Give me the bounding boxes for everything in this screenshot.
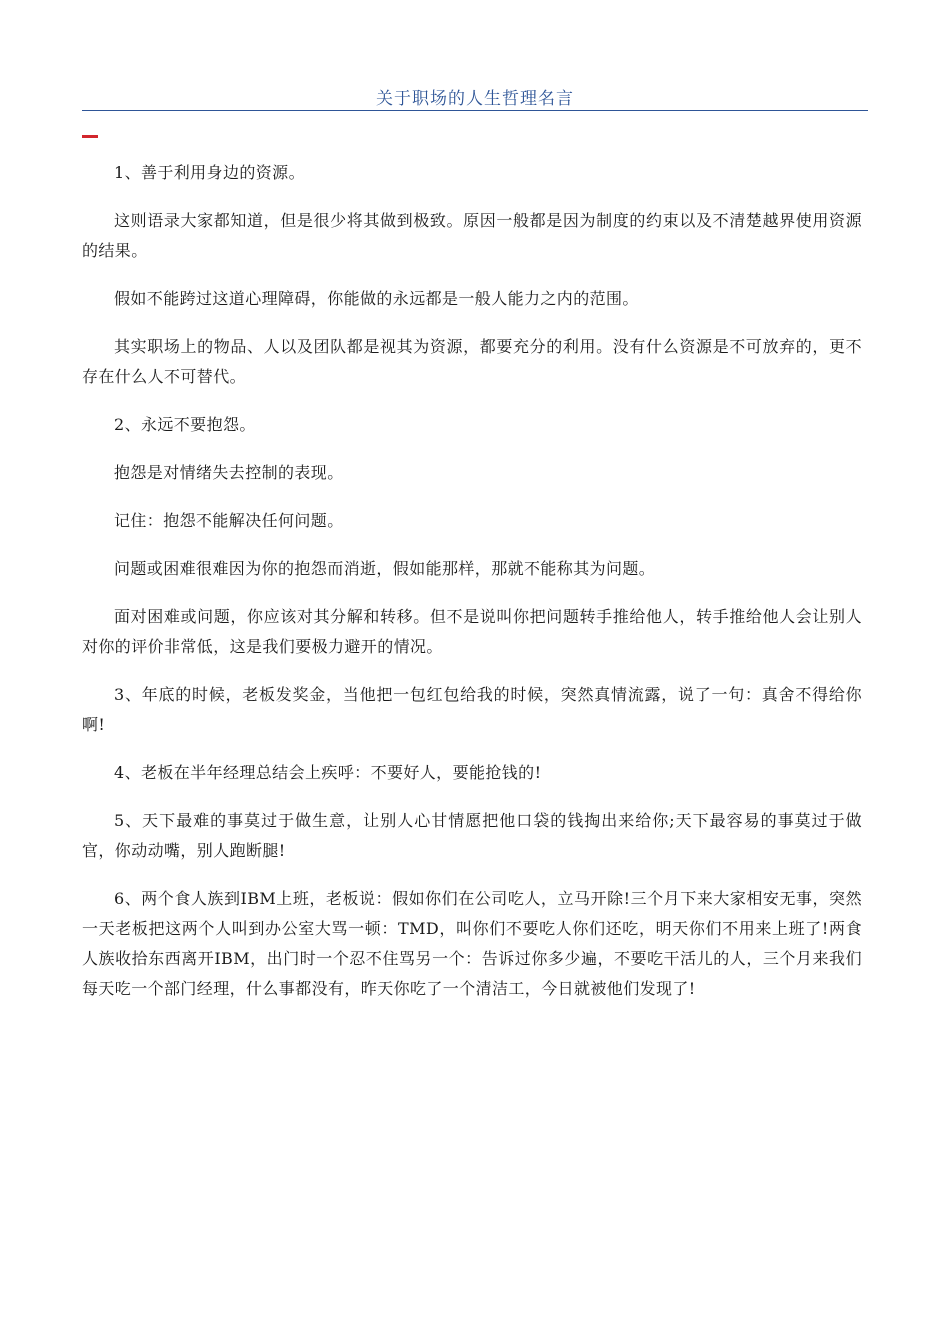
document-body: [82, 158, 862, 1022]
paragraph-7: 记住：抱怨不能解决任何问题。: [114, 511, 344, 530]
paragraph-10: 3、年底的时候，老板发奖金，当他把一包红包给我的时候，突然真情流露，说了一句：真舍不得给你啊!: [82, 685, 862, 734]
red-accent-mark: [82, 135, 98, 138]
paragraph-12: 5、天下最难的事莫过于做生意，让别人心甘情愿把他口袋的钱掏出来给你;天下最容易的事莫过于做官，你动动嘴，别人跑断腿!: [82, 811, 862, 860]
paragraph-5: 2、永远不要抱怨。: [114, 415, 256, 434]
paragraph-3: 假如不能跨过这道心理障碍，你能做的永远都是一般人能力之内的范围。: [114, 289, 639, 308]
paragraph-11: 4、老板在半年经理总结会上疾呼：不要好人，要能抢钱的!: [114, 763, 542, 782]
paragraph-2: 这则语录大家都知道，但是很少将其做到极致。原因一般都是因为制度的约束以及不清楚越界使用资源的结果。: [82, 211, 862, 260]
paragraph-4: 其实职场上的物品、人以及团队都是视其为资源，都要充分的利用。没有什么资源是不可放弃的，更不存在什么人不可替代。: [82, 337, 862, 386]
page-title: 关于职场的人生哲理名言: [376, 89, 574, 109]
paragraph-6: 抱怨是对情绪失去控制的表现。: [114, 463, 344, 482]
paragraph-1: 1、善于利用身边的资源。: [114, 163, 305, 182]
paragraph-9: 面对困难或问题，你应该对其分解和转移。但不是说叫你把问题转手推给他人，转手推给他人会让别人对你的评价非常低，这是我们要极力避开的情况。: [82, 607, 862, 656]
page-header: [82, 84, 868, 111]
paragraph-8: 问题或困难很难因为你的抱怨而消逝，假如能那样，那就不能称其为问题。: [114, 559, 656, 578]
paragraph-13: 6、两个食人族到IBM上班，老板说：假如你们在公司吃人，立马开除!三个月下来大家相安无事，突然一天老板把这两个人叫到办公室大骂一顿：TMD，叫你们不要吃人你们还吃，明天你们不用来上班了!两食人族收拾东西离开IBM，出门时一个忍不住骂另一个：告诉过你多少遍，不要吃干活儿的人，三个月来我们每天吃一个部门经理，什么事都没有，昨天你吃了一个清洁工，今日就被他们发现了!: [82, 889, 862, 998]
